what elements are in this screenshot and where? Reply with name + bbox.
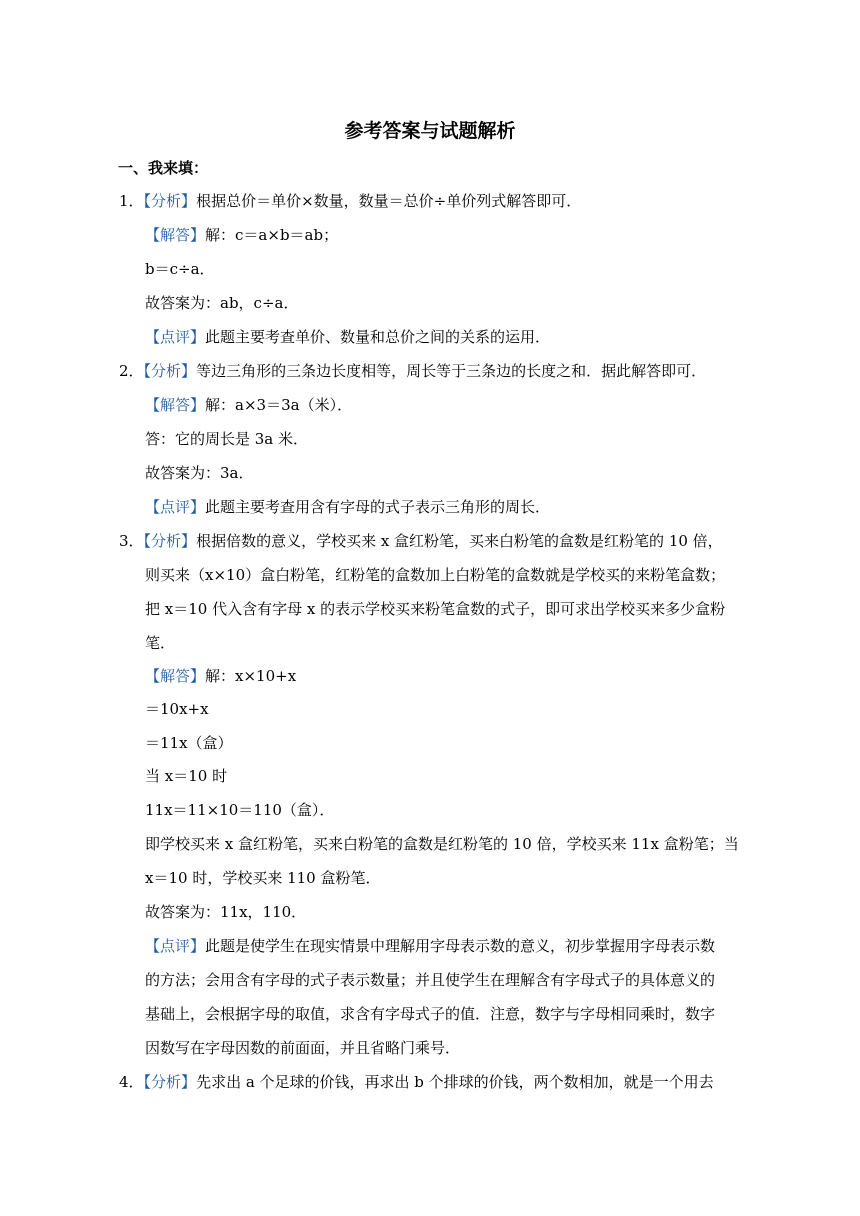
- answer-tag: 【解答】: [145, 396, 206, 414]
- comment-line: 基础上，会根据字母的取值，求含有字母式子的值．注意，数字与字母相同乘时，数字: [145, 1005, 716, 1023]
- answer-text: a×3＝3a（米）．: [235, 396, 353, 414]
- answer-line: 故答案为：3a．: [145, 464, 254, 482]
- analysis-tag: 【分析】: [143, 532, 197, 550]
- question-2: [119, 361, 706, 381]
- answer-line: 即学校买来 x 盒红粉笔，买来白粉笔的盒数是红粉笔的 10 倍，学校买来 11x 盒粉笔；当: [145, 835, 739, 853]
- question-number: 1．: [119, 192, 144, 210]
- answer-prefix: 解：: [205, 396, 236, 414]
- answer-line: 故答案为：ab，c÷a．: [145, 294, 299, 312]
- analysis-tag: 【分析】: [143, 1073, 197, 1091]
- answer-line: 答：它的周长是 3a 米．: [145, 430, 309, 448]
- answer-text: c＝a×b＝ab；: [235, 226, 339, 244]
- question-number: 2．: [119, 362, 144, 380]
- analysis-tag: 【分析】: [143, 362, 197, 380]
- answer-line: ＝11x（盒）: [145, 734, 233, 752]
- analysis-text: 等边三角形的三条边长度相等，周长等于三条边的长度之和．据此解答即可．: [196, 362, 707, 380]
- question-1: [119, 191, 581, 211]
- comment-tag: 【点评】: [145, 498, 206, 516]
- answer-line: x＝10 时，学校买来 110 盒粉笔．: [145, 869, 381, 887]
- answer-line: [145, 395, 352, 415]
- question-number: 3．: [119, 532, 144, 550]
- answer-prefix: 解：: [205, 226, 236, 244]
- comment-text: 此题主要考查用含有字母的式子表示三角形的周长．: [205, 498, 551, 516]
- answer-tag: 【解答】: [145, 226, 206, 244]
- answer-line: 11x＝11×10＝110（盒）．: [145, 801, 335, 819]
- answer-line: [145, 666, 296, 686]
- analysis-line: 则买来（x×10）盒白粉笔，红粉笔的盒数加上白粉笔的盒数就是学校买的来粉笔盒数；: [145, 566, 726, 584]
- answer-line: 故答案为：11x，110．: [145, 903, 307, 921]
- question-4: [119, 1072, 714, 1092]
- answer-line: [145, 225, 338, 245]
- analysis-text: 根据总价＝单价×数量，数量＝总价÷单价列式解答即可．: [196, 192, 582, 210]
- question-number: 4．: [119, 1073, 144, 1091]
- comment-line: 的方法；会用含有字母的式子表示数量；并且使学生在理解含有字母式子的具体意义的: [145, 971, 716, 989]
- analysis-tag: 【分析】: [143, 192, 197, 210]
- comment-tag: 【点评】: [145, 937, 206, 955]
- answer-prefix: 解：: [205, 667, 236, 685]
- comment-tag: 【点评】: [145, 328, 206, 346]
- analysis-line: 笔．: [145, 634, 176, 652]
- answer-tag: 【解答】: [145, 667, 206, 685]
- comment-line: 因数写在字母因数的前面面，并且省略门乘号．: [145, 1039, 461, 1057]
- comment-line: [145, 327, 550, 347]
- analysis-text: 先求出 a 个足球的价钱，再求出 b 个排球的价钱，两个数相加，就是一个用去: [196, 1073, 714, 1091]
- answer-text: x×10+x: [235, 667, 297, 685]
- comment-text: 此题主要考查单价、数量和总价之间的关系的运用．: [205, 328, 551, 346]
- comment-line: [145, 497, 550, 517]
- question-3: [119, 531, 723, 551]
- answer-line: 当 x＝10 时: [145, 767, 228, 785]
- answer-line: b＝c÷a．: [145, 260, 215, 278]
- comment-text: 此题是使学生在现实情景中理解用字母表示数的意义，初步掌握用字母表示数: [205, 937, 716, 955]
- section-heading: 一、我来填：: [118, 159, 209, 177]
- comment-line: [145, 936, 715, 956]
- analysis-text: 根据倍数的意义，学校买来 x 盒红粉笔，买来白粉笔的盒数是红粉笔的 10 倍，: [196, 532, 723, 550]
- answer-line: ＝10x+x: [145, 700, 209, 718]
- analysis-line: 把 x＝10 代入含有字母 x 的表示学校买来粉笔盒数的式子，即可求出学校买来多少盒粉: [145, 600, 726, 618]
- page-title: 参考答案与试题解析: [344, 120, 516, 142]
